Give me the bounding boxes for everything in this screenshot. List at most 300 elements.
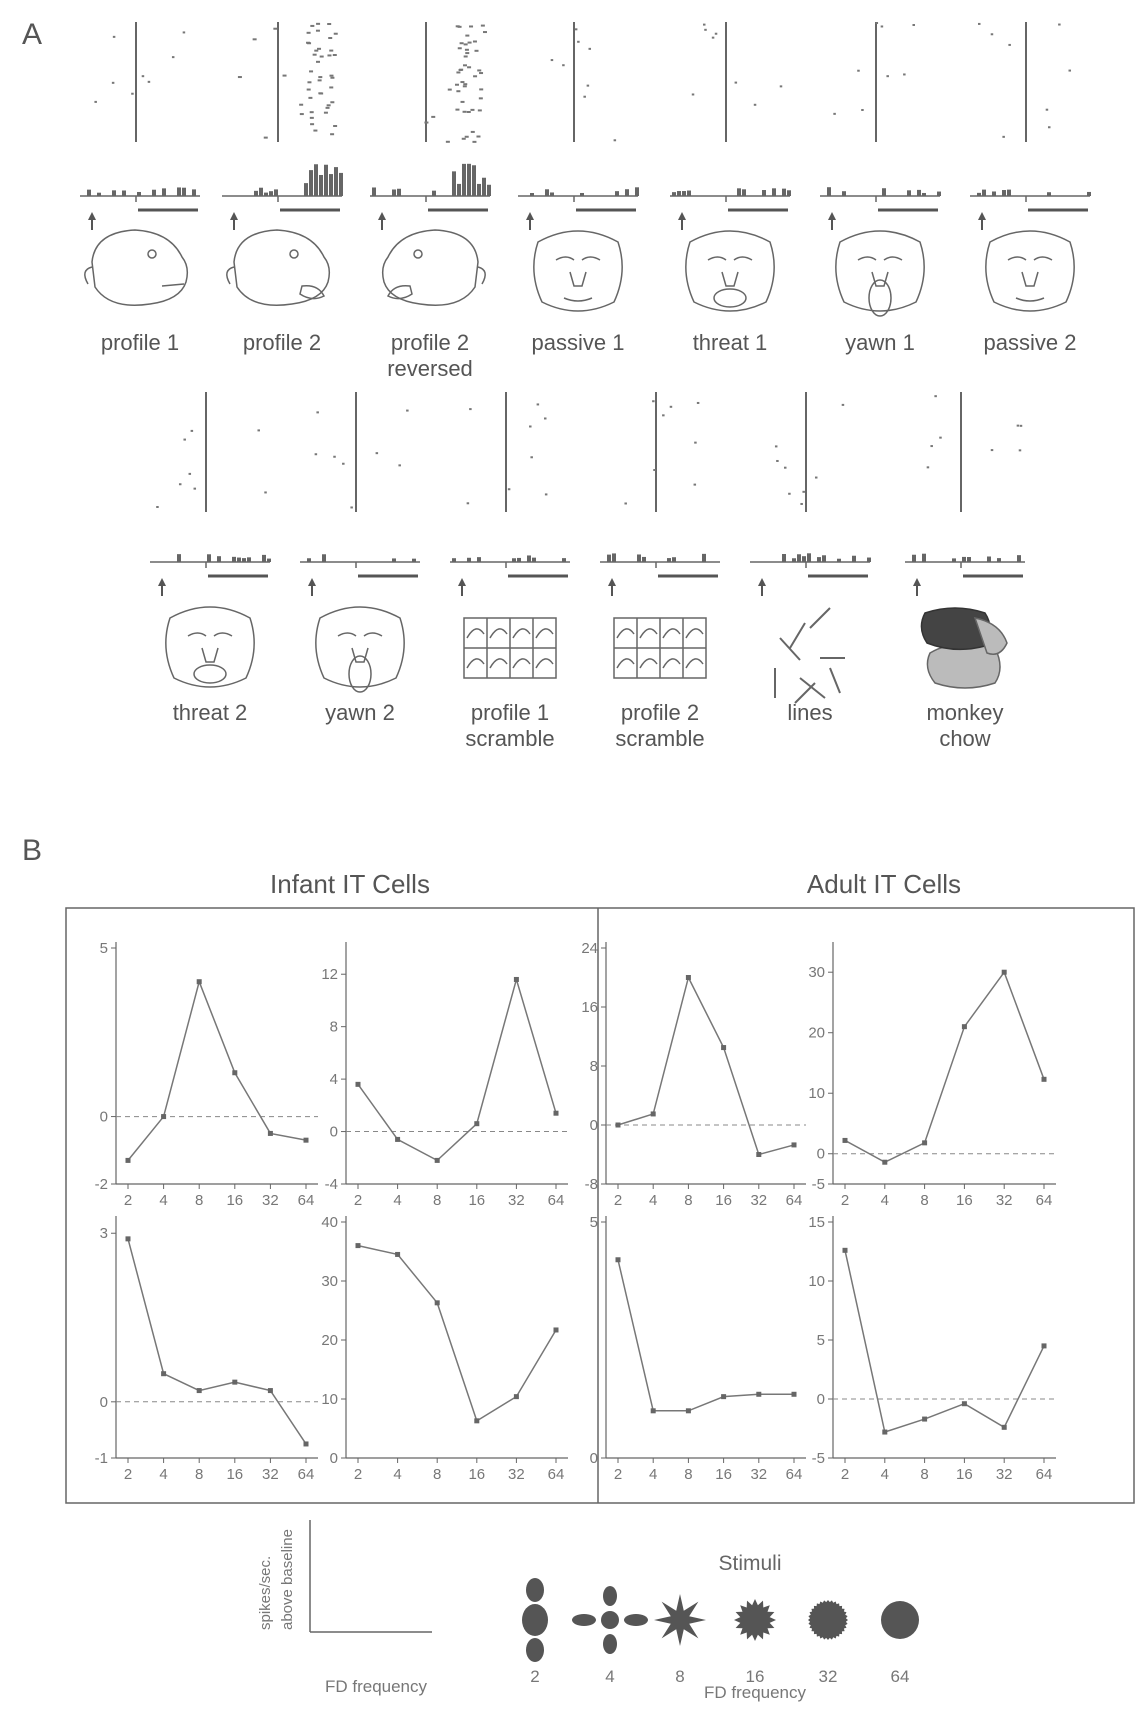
stimulus-cell [222,22,343,355]
histogram-bar [545,189,549,196]
scrambled-grid-icon [614,618,706,678]
histogram-bar [207,554,211,562]
data-point [843,1138,848,1143]
spike-mark [310,117,314,119]
data-point [395,1137,400,1142]
x-tick-label: 2 [353,1192,363,1209]
data-point [554,1111,559,1116]
spike-mark [479,88,483,90]
spike-mark [342,463,345,465]
spike-mark [463,83,467,85]
stimulus-cell [80,22,200,355]
spike-mark [112,82,115,84]
spike-mark [653,469,656,471]
data-point [1002,970,1007,975]
spike-mark [463,64,467,66]
histogram-bar [827,187,831,196]
spike-mark [299,104,303,106]
spike-mark [310,111,314,113]
stimulus-cell [450,392,570,751]
stimulus-shape [881,1601,919,1686]
x-tick-label: 2 [613,1466,623,1483]
x-tick-label: 4 [159,1192,168,1209]
histogram-bar [527,555,531,562]
stimulus-label: threat 1 [692,330,768,355]
spike-mark [473,75,477,77]
x-tick-label: 64 [547,1192,565,1209]
histogram-bar [477,557,481,562]
panel-a-figure [0,0,1148,820]
panel-b-figure [0,820,1148,1715]
spike-mark [469,25,473,27]
y-tick-label: 0 [816,1145,825,1163]
spike-mark [670,406,673,408]
stimulus-cell [300,392,420,725]
spike-mark [881,25,884,27]
spike-mark [316,23,320,25]
spike-mark [800,503,803,505]
x-tick-label: 8 [433,1192,442,1209]
histogram-bar [842,191,846,196]
histogram-bar [837,559,841,562]
spike-mark [320,56,324,58]
x-tick-label: 32 [508,1192,525,1209]
spike-mark [1020,425,1023,427]
spike-mark [398,464,401,466]
spike-mark [697,402,700,404]
spike-mark [463,111,467,113]
monkey-face-yawn-icon [316,607,404,692]
histogram-bar [772,188,776,196]
charts-group [95,940,1056,1483]
spike-mark [463,85,467,87]
data-point [304,1441,309,1446]
spike-mark [712,37,715,39]
y-tick-label: 4 [329,1071,338,1089]
x-tick-label: 2 [613,1192,623,1209]
data-point [651,1408,656,1413]
histogram-bar [977,193,981,196]
spike-mark [477,69,481,71]
spike-mark [113,36,116,38]
spike-mark [704,29,707,31]
x-tick-label: 4 [393,1466,402,1483]
stimulus-shape [572,1586,648,1686]
y-tick-label: 0 [99,1393,108,1411]
spike-mark [475,50,479,52]
spike-mark [483,31,487,33]
x-tick-label: 32 [995,1192,1013,1209]
spike-mark [238,76,242,78]
stimulus-shape [654,1594,706,1686]
legend-ylabel-2: above baseline [279,1529,296,1630]
y-tick-label: 12 [321,966,338,984]
y-tick-label: 8 [589,1058,598,1075]
data-point [1002,1425,1007,1430]
data-point [962,1401,967,1406]
spike-mark [1046,109,1049,111]
histogram-bar [232,557,236,562]
histogram-bar [625,189,629,196]
y-tick-label: 20 [321,1332,338,1349]
x-tick-label: 16 [956,1192,973,1209]
spike-mark [324,112,328,114]
histogram-bar [319,175,323,196]
data-point [616,1257,621,1262]
histogram-bar [334,167,338,196]
histogram-bar [737,188,741,196]
spike-mark [273,28,277,30]
x-tick-label: 16 [715,1192,732,1209]
spike-mark [1069,70,1072,72]
histogram-bar [797,554,801,562]
spike-mark [333,54,337,56]
data-point [843,1248,848,1253]
stimulus-cell [518,22,639,355]
spike-mark [458,47,462,49]
spike-mark [1048,126,1051,128]
spike-mark [469,408,472,410]
histogram-bar [372,187,376,196]
x-tick-label: 64 [1035,1192,1053,1209]
histogram-bar [162,188,166,196]
spike-mark [333,456,336,458]
y-tick-label: -4 [324,1176,338,1193]
spike-mark [537,403,540,405]
histogram-bar [1047,192,1051,196]
histogram-bar [452,171,456,196]
spike-mark [308,97,312,99]
histogram-bar [269,191,273,196]
data-point [268,1388,273,1393]
spike-mark [991,449,994,451]
y-tick-label: 10 [808,1273,825,1290]
line-chart [581,940,806,1209]
histogram-bar [987,556,991,562]
series-line [618,1260,794,1411]
histogram-bar [967,557,971,562]
data-point [792,1392,797,1397]
spike-mark [589,48,592,50]
histogram-bar [267,559,271,562]
histogram-bar [304,183,308,196]
data-point [356,1243,361,1248]
spike-mark [309,70,313,72]
spike-mark [307,32,311,34]
spike-mark [327,23,331,25]
histogram-bar [122,190,126,196]
stimulus-label: lines [787,700,833,725]
histogram-bar [962,557,966,562]
spike-mark [458,26,462,28]
spike-mark [330,133,334,135]
histogram-bar [324,165,328,196]
histogram-bar [152,190,156,196]
histogram-bar [432,191,436,196]
x-tick-label: 32 [750,1192,768,1209]
spike-mark [692,93,695,95]
histogram-bar [314,164,318,196]
data-point [686,1408,691,1413]
histogram-bar [550,192,554,196]
monkey-face-yawn-icon [836,231,924,316]
histogram-bar [937,192,941,196]
spike-mark [315,453,318,455]
x-tick-label: 2 [353,1466,363,1483]
spike-mark [94,101,97,103]
histogram-bar [682,191,686,196]
histogram-bar [702,554,706,562]
x-tick-label: 8 [195,1466,204,1483]
histogram-bar [242,558,246,562]
spike-mark [376,452,379,454]
histogram-bar [612,553,616,562]
stimulus-shape [734,1599,776,1686]
spike-mark [703,24,706,26]
x-tick-label: 16 [226,1466,244,1483]
spike-mark [319,92,323,94]
x-tick-label: 4 [649,1192,658,1209]
x-tick-label: 16 [226,1192,244,1209]
y-tick-label: 5 [589,1214,598,1231]
data-point [756,1392,761,1397]
data-point [882,1160,887,1165]
data-point [721,1394,726,1399]
spike-mark [142,75,145,77]
y-tick-label: 30 [808,964,825,982]
stimulus-label: profile 1 [100,330,180,355]
scrambled-grid-icon [464,618,556,678]
histogram-bar [467,558,471,562]
histogram-bar [782,189,786,196]
stimulus-frequency-label: 2 [530,1667,540,1686]
line-chart [95,1216,318,1483]
histogram-bar [1087,192,1091,196]
spike-mark [473,40,477,42]
x-tick-label: 64 [785,1466,803,1483]
spike-mark [464,43,468,45]
spike-mark [330,101,334,103]
spike-mark [350,506,353,508]
y-tick-label: 0 [99,1108,108,1126]
y-tick-label: 24 [581,940,598,957]
spike-mark [861,109,864,111]
spike-mark [529,425,532,427]
spike-mark [978,23,981,25]
legend-xlabel: FD frequency [324,1677,428,1696]
spike-mark [448,89,452,91]
histogram-bar [177,554,181,562]
x-tick-label: 32 [262,1466,279,1483]
x-tick-label: 4 [393,1192,402,1209]
spike-mark [833,113,836,115]
histogram-bar [782,554,786,562]
data-point [922,1417,927,1422]
spike-mark [313,54,317,56]
x-tick-label: 16 [715,1466,732,1483]
spike-mark [313,130,317,132]
histogram-bar [635,187,639,196]
spike-mark [326,107,330,109]
spike-mark [784,467,787,469]
monkey-profile-icon [85,230,188,305]
histogram-bar [807,553,811,562]
histogram-bar [309,170,313,196]
spike-mark [481,25,485,27]
histogram-bar [907,190,911,196]
stimulus-row-2 [150,392,1025,751]
histogram-bar [254,191,258,196]
stimulus-row-1 [80,22,1091,381]
spike-mark [307,81,311,83]
x-tick-label: 8 [195,1192,204,1209]
stimulus-label: yawn 2 [325,700,395,725]
series-line [358,1246,556,1421]
stimulus-label: profile 1 [470,700,550,725]
data-point [756,1152,761,1157]
spike-mark [264,491,267,493]
histogram-bar [530,193,534,196]
data-point [882,1430,887,1435]
data-point [1042,1077,1047,1082]
spike-mark [508,488,511,490]
histogram-bar [917,190,921,196]
spike-mark [327,104,331,106]
spike-mark [333,125,337,127]
x-tick-label: 64 [547,1466,565,1483]
data-point [197,979,202,984]
y-tick-label: 0 [329,1123,338,1141]
histogram-bar [852,556,856,562]
spike-mark [318,76,322,78]
spike-mark [927,466,930,468]
spike-mark [815,477,818,479]
data-point [304,1138,309,1143]
series-line [618,978,794,1155]
y-tick-label: 5 [816,1332,825,1349]
x-tick-label: 2 [123,1192,133,1209]
infant-title: Infant IT Cells [270,869,430,899]
spike-mark [461,101,465,103]
data-point [474,1121,479,1126]
spike-mark [479,97,483,99]
spike-mark [283,75,287,77]
spike-mark [424,122,428,124]
data-point [922,1140,927,1145]
data-point [197,1388,202,1393]
stimulus-label: passive 2 [983,330,1077,355]
monkey-face-passive-icon [986,231,1074,311]
histogram-bar [259,188,263,196]
spike-mark [652,400,655,402]
histogram-bar [477,184,481,196]
spike-mark [587,85,590,87]
x-tick-label: 16 [468,1466,486,1483]
spike-mark [715,33,718,35]
histogram-bar [922,193,926,196]
stimulus-label-line2: reversed [387,356,473,381]
x-tick-label: 4 [649,1466,658,1483]
histogram-bar [667,558,671,562]
spike-mark [1017,425,1020,427]
line-chart [590,1214,806,1483]
histogram-bar [1017,555,1021,562]
histogram-bar [462,164,466,196]
x-tick-label: 64 [297,1466,315,1483]
spike-mark [479,72,483,74]
stimulus-frequency-label: 8 [675,1667,685,1686]
histogram-bar [482,178,486,196]
histogram-bar [452,558,456,562]
histogram-bar [112,190,116,196]
spike-mark [460,81,464,83]
histogram-bar [1002,190,1006,196]
y-tick-label: 16 [581,999,598,1016]
spike-mark [455,84,459,86]
spike-mark [194,488,197,490]
y-tick-label: 8 [329,1018,338,1036]
spike-mark [468,42,472,44]
y-tick-label: -2 [94,1176,108,1193]
monkey-profile-open-mouth-icon [227,230,330,305]
x-tick-label: 4 [880,1192,889,1209]
stimulus-cell [820,22,941,355]
data-point [161,1371,166,1376]
stimulus-cell [750,392,871,725]
spike-mark [530,456,533,458]
spike-mark [334,33,338,35]
spike-mark [662,414,665,416]
stimulus-label: monkey [926,700,1004,725]
spike-mark [406,410,409,412]
histogram-bar [307,558,311,562]
spike-mark [886,75,889,77]
data-point [435,1158,440,1163]
data-point [792,1142,797,1147]
data-point [651,1111,656,1116]
y-tick-label: -8 [584,1176,598,1193]
histogram-bar [677,191,681,196]
spike-mark [310,25,314,27]
y-tick-label: -1 [94,1450,108,1467]
histogram-bar [672,557,676,562]
spike-mark [456,71,460,73]
histogram-bar [687,191,691,196]
histogram-bar [672,192,676,196]
histogram-bar [237,558,241,562]
adult-title: Adult IT Cells [806,869,962,899]
spike-mark [330,77,334,79]
spike-mark [1019,449,1022,451]
spike-mark [329,86,333,88]
y-tick-label: 20 [808,1024,825,1042]
monkey-face-passive-icon [534,231,622,311]
histogram-bar [97,193,101,196]
histogram-bar [264,193,268,196]
x-tick-label: 4 [159,1466,168,1483]
data-point [126,1236,131,1241]
spike-mark [478,109,482,111]
spike-mark [903,73,906,75]
data-point [232,1070,237,1075]
spike-mark [470,109,474,111]
histogram-bar [802,556,806,562]
stimuli-legend [522,1552,919,1702]
data-point [686,975,691,980]
spike-mark [148,81,151,83]
spike-mark [464,55,468,57]
legend-ylabel-1: spikes/sec. [257,1555,274,1630]
